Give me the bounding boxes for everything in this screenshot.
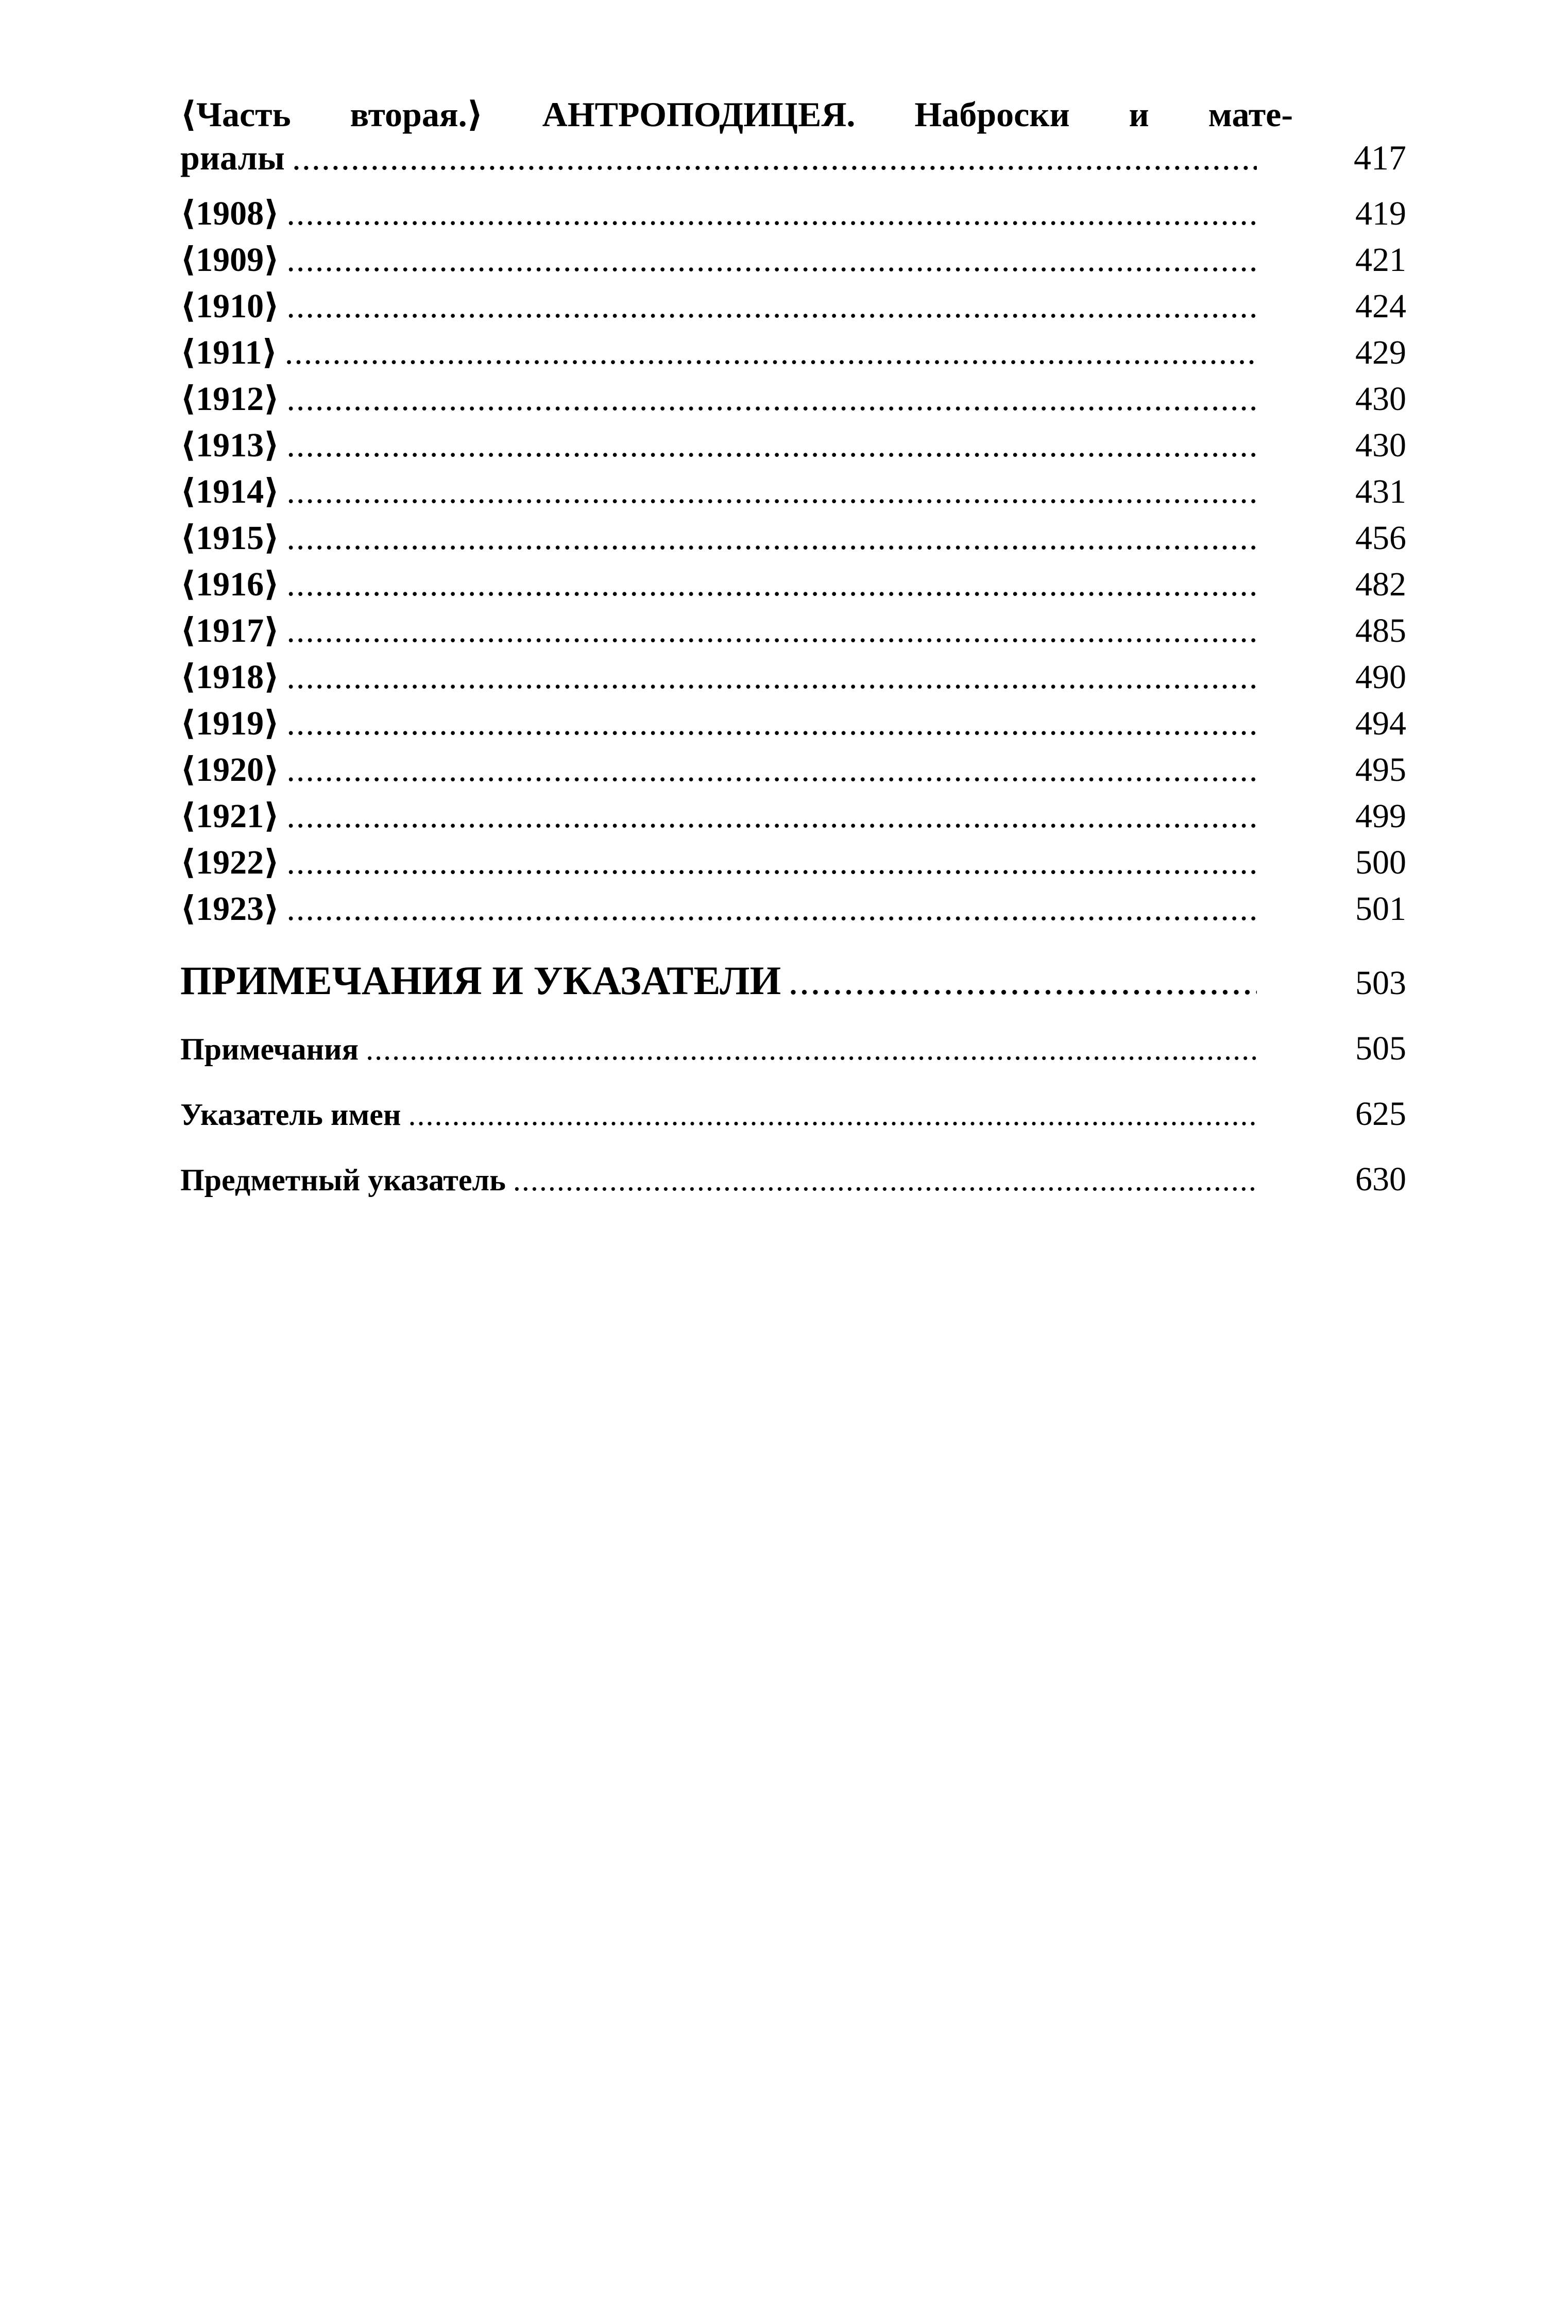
page-number: 494: [1355, 705, 1406, 742]
toc-entry-year: [180, 654, 1406, 700]
dot-leader: [286, 422, 1257, 469]
year-label: ⟨1908⟩: [180, 195, 280, 232]
dot-leader: [408, 1082, 1257, 1147]
toc-entry-year: [180, 376, 1406, 422]
toc-entry-year: [180, 191, 1406, 237]
page-number: 505: [1355, 1030, 1406, 1067]
dot-leader: [286, 237, 1257, 283]
year-label: ⟨1922⟩: [180, 844, 280, 881]
year-label: ⟨1909⟩: [180, 241, 280, 279]
page-number: 485: [1355, 612, 1406, 650]
dot-leader: [286, 515, 1257, 561]
dot-leader: [513, 1148, 1257, 1212]
dot-leader: [292, 136, 1257, 179]
toc-entry-sub: [180, 1082, 1406, 1147]
subentry-label: Примечания: [180, 1032, 359, 1066]
page-number: 424: [1355, 287, 1406, 325]
dot-leader: [286, 747, 1257, 793]
year-label: ⟨1912⟩: [180, 380, 280, 418]
year-label: ⟨1914⟩: [180, 473, 280, 510]
toc-entry-year: [180, 608, 1406, 654]
year-label: ⟨1916⟩: [180, 566, 280, 603]
part-title-line2: риалы: [180, 138, 285, 177]
year-label: ⟨1917⟩: [180, 612, 280, 650]
year-label: ⟨1918⟩: [180, 658, 280, 696]
year-label: ⟨1920⟩: [180, 751, 280, 789]
toc-entry-year: [180, 422, 1406, 469]
toc-entry-year: [180, 700, 1406, 747]
year-label: ⟨1921⟩: [180, 797, 280, 835]
dot-leader: [286, 561, 1257, 608]
year-label: ⟨1915⟩: [180, 519, 280, 557]
toc-entry-year: [180, 561, 1406, 608]
page-number: 490: [1355, 658, 1406, 696]
toc-entry-year: [180, 283, 1406, 330]
toc-entry-year: [180, 793, 1406, 840]
year-label: ⟨1919⟩: [180, 705, 280, 742]
year-label: ⟨1910⟩: [180, 287, 280, 325]
page-number: 500: [1355, 844, 1406, 881]
part-title-line1: ⟨Часть вторая.⟩ АНТРОПОДИЦЕЯ. Наброски и мате-: [180, 95, 1293, 134]
page-number: 499: [1355, 797, 1406, 835]
page-number: 430: [1355, 426, 1406, 464]
table-of-contents: [180, 93, 1406, 1212]
dot-leader: [286, 840, 1257, 886]
dot-leader: [286, 191, 1257, 237]
page-number: 417: [1354, 138, 1406, 177]
dot-leader: [286, 793, 1257, 840]
year-label: ⟨1911⟩: [180, 334, 278, 371]
page-number: 625: [1355, 1095, 1406, 1133]
toc-entry-year: [180, 237, 1406, 283]
page-number: 503: [1355, 964, 1406, 1002]
toc-entry-part: [180, 136, 1406, 179]
dot-leader: [286, 469, 1257, 515]
toc-entry-year: [180, 747, 1406, 793]
dot-leader: [286, 376, 1257, 422]
toc-entry-year: [180, 886, 1406, 932]
page-number: 495: [1355, 751, 1406, 789]
toc-entry-year: [180, 840, 1406, 886]
toc-entry-year: [180, 515, 1406, 561]
toc-entry-section: [180, 955, 1406, 1009]
subentry-label: Указатель имен: [180, 1098, 401, 1132]
toc-entry-year: [180, 469, 1406, 515]
dot-leader: [286, 654, 1257, 700]
dot-leader: [788, 955, 1257, 1006]
page-number: 421: [1355, 241, 1406, 279]
dot-leader: [366, 1017, 1257, 1082]
dot-leader: [286, 283, 1257, 330]
page-number: 429: [1355, 334, 1406, 371]
toc-entry-sub: [180, 1147, 1406, 1212]
year-label: ⟨1913⟩: [180, 426, 280, 464]
dot-leader: [286, 886, 1257, 932]
dot-leader: [285, 330, 1257, 376]
section-title: ПРИМЕЧАНИЯ И УКАЗАТЕЛИ: [180, 958, 781, 1003]
page-number: 430: [1355, 380, 1406, 418]
dot-leader: [286, 608, 1257, 654]
page-number: 431: [1355, 473, 1406, 510]
year-label: ⟨1923⟩: [180, 890, 280, 928]
page-number: 630: [1355, 1160, 1406, 1198]
toc-entry-sub: [180, 1016, 1406, 1082]
page-number: 419: [1355, 195, 1406, 232]
page-number: 482: [1355, 566, 1406, 603]
dot-leader: [286, 700, 1257, 747]
toc-entry-year: [180, 330, 1406, 376]
subentry-label: Предметный указатель: [180, 1163, 506, 1197]
page-number: 501: [1355, 890, 1406, 928]
page-number: 456: [1355, 519, 1406, 557]
